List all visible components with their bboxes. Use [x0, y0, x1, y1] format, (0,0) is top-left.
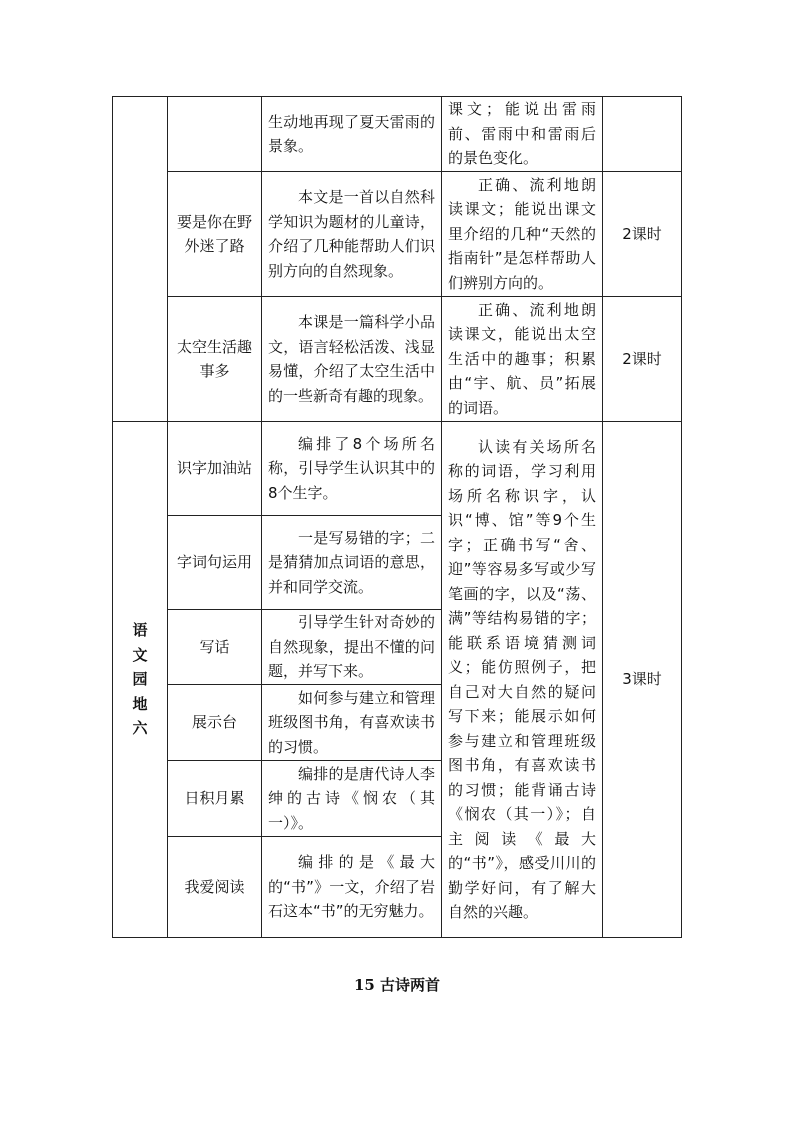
lesson-goal-cell	[442, 97, 603, 172]
garden-item-title: 写话	[168, 610, 262, 685]
garden-item-description-text: 引导学生针对奇妙的自然现象，提出不懂的问题，并写下来。	[268, 613, 435, 681]
garden-hours-cell: 3课时	[603, 422, 682, 938]
next-lesson-heading: 15 古诗两首	[353, 976, 441, 994]
lesson-description-text: 本课是一篇科学小品文，语言轻松活泼、浅显易懂，介绍了太空生活中的一些新奇有趣的现象。	[268, 313, 435, 405]
lesson-goal-text: 正确、流利地朗读课文，能说出太空生活中的趣事；积累由“宇、航、员”拓展的词语。	[448, 300, 596, 417]
lesson-title-cell: 要是你在野外迷了路	[168, 172, 262, 297]
garden-item-title: 字词句运用	[168, 516, 262, 610]
lesson-hours-cell: 2课时	[603, 297, 682, 422]
table-row-thunderstorm	[113, 97, 682, 172]
table-row-garden-item	[113, 422, 682, 516]
garden-item-description	[262, 422, 442, 516]
lesson-description-cell	[262, 97, 442, 172]
lesson-plan-table	[112, 96, 682, 938]
garden-item-description	[262, 516, 442, 610]
unit-cell	[113, 422, 168, 938]
lesson-title-cell	[168, 97, 262, 172]
lesson-hours-cell	[603, 97, 682, 172]
garden-item-description-text: 一是写易错的字；二是猜猜加点词语的意思，并和同学交流。	[268, 528, 435, 596]
garden-item-description-text: 编排的是唐代诗人李绅的古诗《悯农（其一）》。	[268, 764, 435, 832]
lesson-description-text: 本文是一首以自然科学知识为题材的儿童诗，介绍了几种能帮助人们识别方向的自然现象。	[268, 188, 435, 280]
garden-item-description	[262, 837, 442, 938]
lesson-description-cell	[262, 172, 442, 297]
garden-goal-cell	[442, 422, 603, 938]
garden-item-title: 我爱阅读	[168, 837, 262, 938]
lesson-goal-cell	[442, 297, 603, 422]
lesson-description-text: 生动地再现了夏天雷雨的景象。	[268, 112, 435, 155]
garden-item-description	[262, 610, 442, 685]
garden-item-description-text: 编排了8个场所名称，引导学生认识其中的8个生字。	[268, 434, 435, 502]
garden-item-description-text: 如何参与建立和管理班级图书角，有喜欢读书的习惯。	[268, 688, 435, 756]
garden-item-description-text: 编排的是《最大的“书”》一文，介绍了岩石这本“书”的无穷魅力。	[268, 853, 435, 921]
garden-item-description	[262, 685, 442, 761]
unit-cell-empty	[113, 97, 168, 422]
lesson-description-cell	[262, 297, 442, 422]
unit-title: 语文园地六	[132, 621, 148, 738]
garden-item-description	[262, 761, 442, 837]
table-row-lost-outdoors	[113, 172, 682, 297]
garden-item-title: 识字加油站	[168, 422, 262, 516]
lesson-goal-text: 课文；能说出雷雨前、雷雨中和雷雨后的景色变化。	[448, 100, 596, 168]
garden-item-title: 展示台	[168, 685, 262, 761]
lesson-title-cell: 太空生活趣事多	[168, 297, 262, 422]
table-row-space-life	[113, 297, 682, 422]
lesson-hours-cell: 2课时	[603, 172, 682, 297]
lesson-goal-cell	[442, 172, 603, 297]
garden-item-title: 日积月累	[168, 761, 262, 837]
lesson-goal-text: 正确、流利地朗读课文；能说出课文里介绍的几种“天然的指南针”是怎样帮助人们辨别方向的。	[448, 175, 596, 292]
garden-goal-text: 认读有关场所名称的词语，学习利用场所名称识字，认识“博、馆”等9个生字；正确书写“舍、迎”等容易多写或少写笔画的字，以及“荡、满”等结构易错的字；能联系语境猜测词义；能仿照例子，把自己对大自然的疑问写下来；能展示如何参与建立和管理班级图书角，有喜欢读书的习惯；能背诵古诗《悯农（其一）》；自主阅读《最大的“书”》，感受川川的勤学好问，有了解大自然的兴趣。	[448, 437, 596, 921]
